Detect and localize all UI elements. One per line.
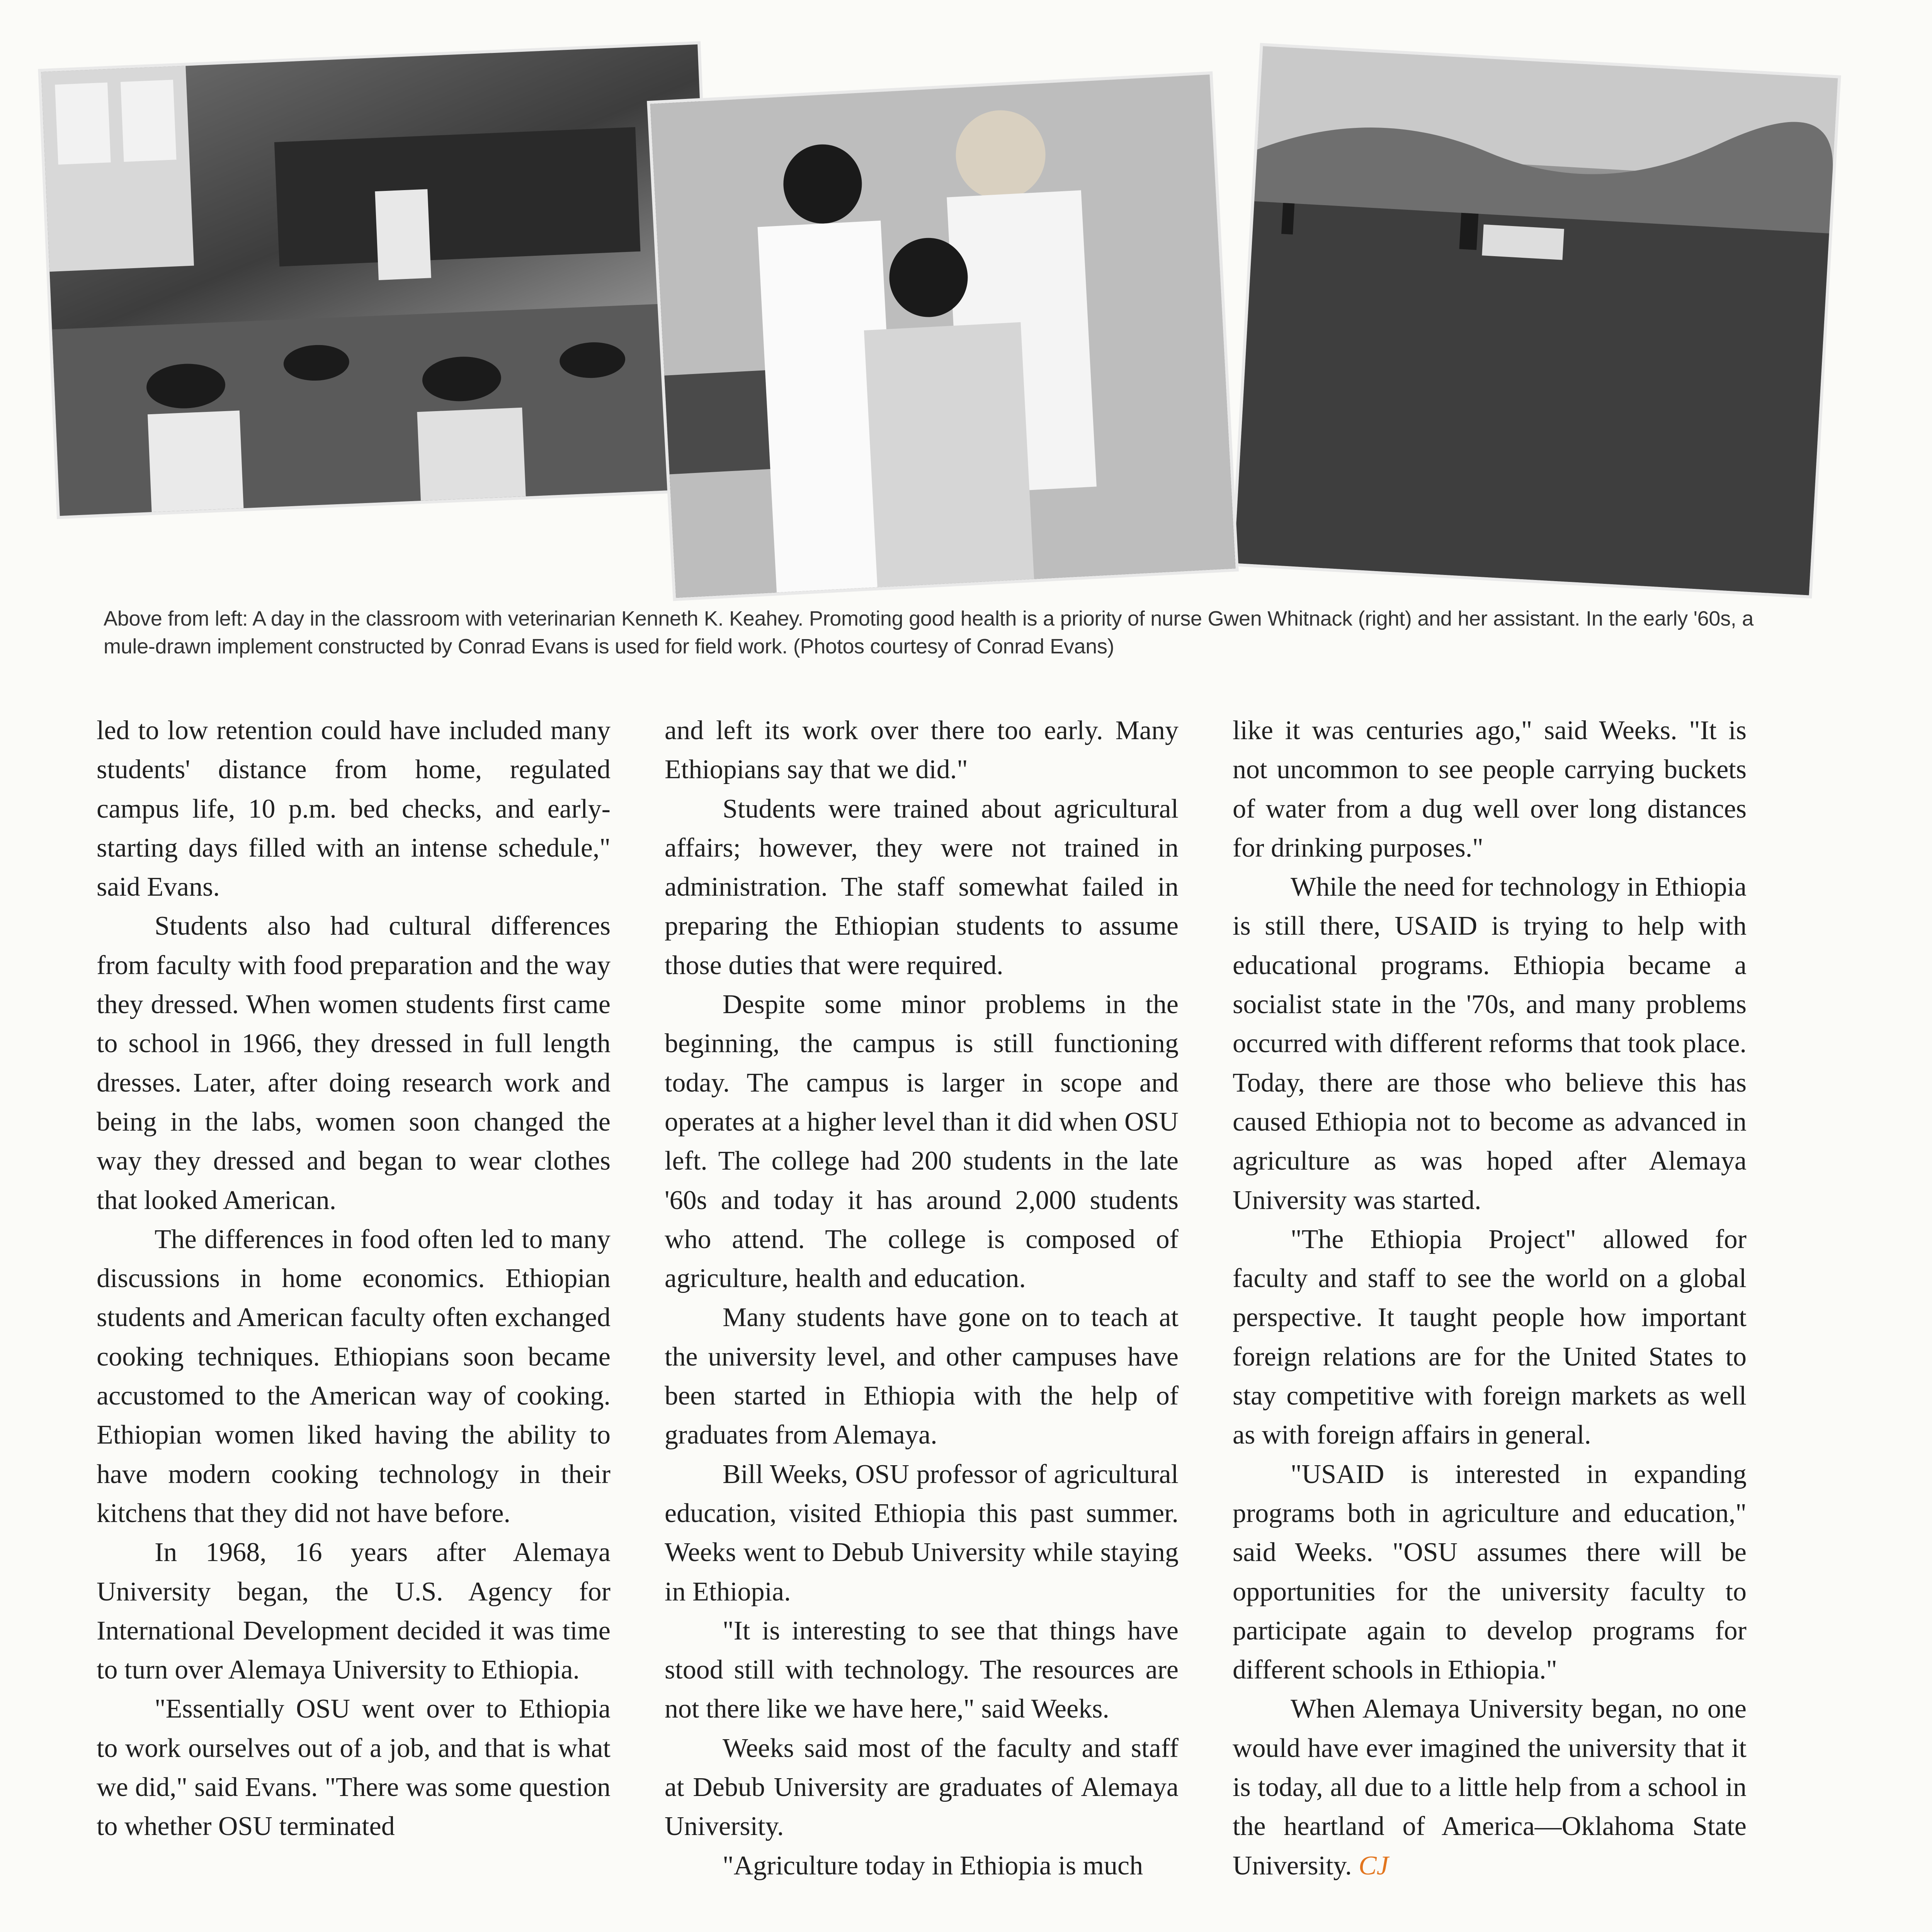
paragraph: In 1968, 16 years after Alemaya University began, the U.S. Agency for International Development decided it was time to turn over Alemaya University to Ethiopia. [97, 1537, 611, 1685]
paragraph-text: When Alemaya University began, no one would have ever imagined the university that it is today, all due to a little help from a school in the heartland of America—Oklahoma State University. [1233, 1694, 1747, 1881]
paragraph: "Agriculture today in Ethiopia is much [723, 1850, 1143, 1881]
paragraph: like it was centuries ago," said Weeks. "It is not uncommon to see people carrying buckets of water from a dug well over long distances for drinking purposes." [1233, 716, 1747, 863]
paragraph [1233, 1689, 1747, 1885]
paragraph: Despite some minor problems in the beginning, the campus is still functioning today. The campus is larger in scope and operates at a higher level than it did when OSU left. The college had 200 students in the late '60s and today it has around 2,000 students who attend. The college is composed of agriculture, health and education. [665, 990, 1179, 1294]
field-photo [1234, 46, 1838, 595]
paragraph: and left its work over there too early. Many Ethiopians say that we did." [665, 716, 1179, 785]
paragraph: "The Ethiopia Project" allowed for faculty and staff to see the world on a global perspective. It taught people how important foreign relations are for the United States to stay competitive with foreign markets as well as with foreign affairs in general. [1233, 1224, 1747, 1450]
article-column-3 [1233, 711, 1747, 1885]
paragraph: Weeks said most of the faculty and staff at Debub University are graduates of Alemaya University. [665, 1733, 1179, 1842]
paragraph: "Essentially OSU went over to Ethiopia to work ourselves out of a job, and that is what we did," said Evans. "There was some question to whether OSU terminated [97, 1694, 611, 1842]
paragraph: The differences in food often led to many discussions in home economics. Ethiopian students and American faculty often exchanged cooking techniques. Ethiopians soon became accustomed to the American way of cooking. Ethiopian women liked having the ability to have modern cooking technology in their kitchens that they did not have before. [97, 1224, 611, 1528]
end-mark-icon: CJ [1358, 1850, 1389, 1881]
classroom-photo [41, 44, 716, 516]
paragraph: Students were trained about agricultural affairs; however, they were not trained in administration. The staff somewhat failed in preparing the Ethiopian students to assume those duties that were required. [665, 794, 1179, 980]
article-column-1 [97, 711, 611, 1846]
health-photo [650, 75, 1235, 598]
paragraph: Many students have gone on to teach at the university level, and other campuses have been started in Ethiopia with the help of graduates from Alemaya. [665, 1303, 1179, 1450]
photo-caption: Above from left: A day in the classroom with veterinarian Kenneth K. Keahey. Promoting good health is a priority of nurse Gwen Whitnack (right) and her assistant. In the early '60s, a mule-drawn implement constructed by Conrad Evans is used for field work. (Photos courtesy of Conrad Evans) [104, 607, 1753, 658]
paragraph: "USAID is interested in expanding programs both in agriculture and education," said Weeks. "OSU assumes there will be opportunities for the university faculty to participate again to develop programs for different schools in Ethiopia." [1233, 1459, 1747, 1685]
paragraph: led to low retention could have included many students' distance from home, regulated campus life, 10 p.m. bed checks, and early-starting days filled with an intense schedule," said Evans. [97, 716, 611, 902]
paragraph: Bill Weeks, OSU professor of agricultural education, visited Ethiopia this past summer. Weeks went to Debub University while staying in Ethiopia. [665, 1459, 1179, 1607]
paragraph: "It is interesting to see that things have stood still with technology. The resources are not there like we have here," said Weeks. [665, 1616, 1179, 1724]
article-column-2 [665, 711, 1179, 1885]
paragraph: While the need for technology in Ethiopia is still there, USAID is trying to help with educational programs. Ethiopia became a socialist state in the '70s, and many problems occurred with different reforms that took place. Today, there are those who believe this has caused Ethiopia not to become as advanced in agriculture as was hoped after Alemaya University was started. [1233, 872, 1747, 1215]
paragraph: Students also had cultural differences from faculty with food preparation and the way they dressed. When women students first came to school in 1966, they dressed in full length dresses. Later, after doing research work and being in the labs, women soon changed the way they dressed and began to wear clothes that looked American. [97, 911, 611, 1215]
